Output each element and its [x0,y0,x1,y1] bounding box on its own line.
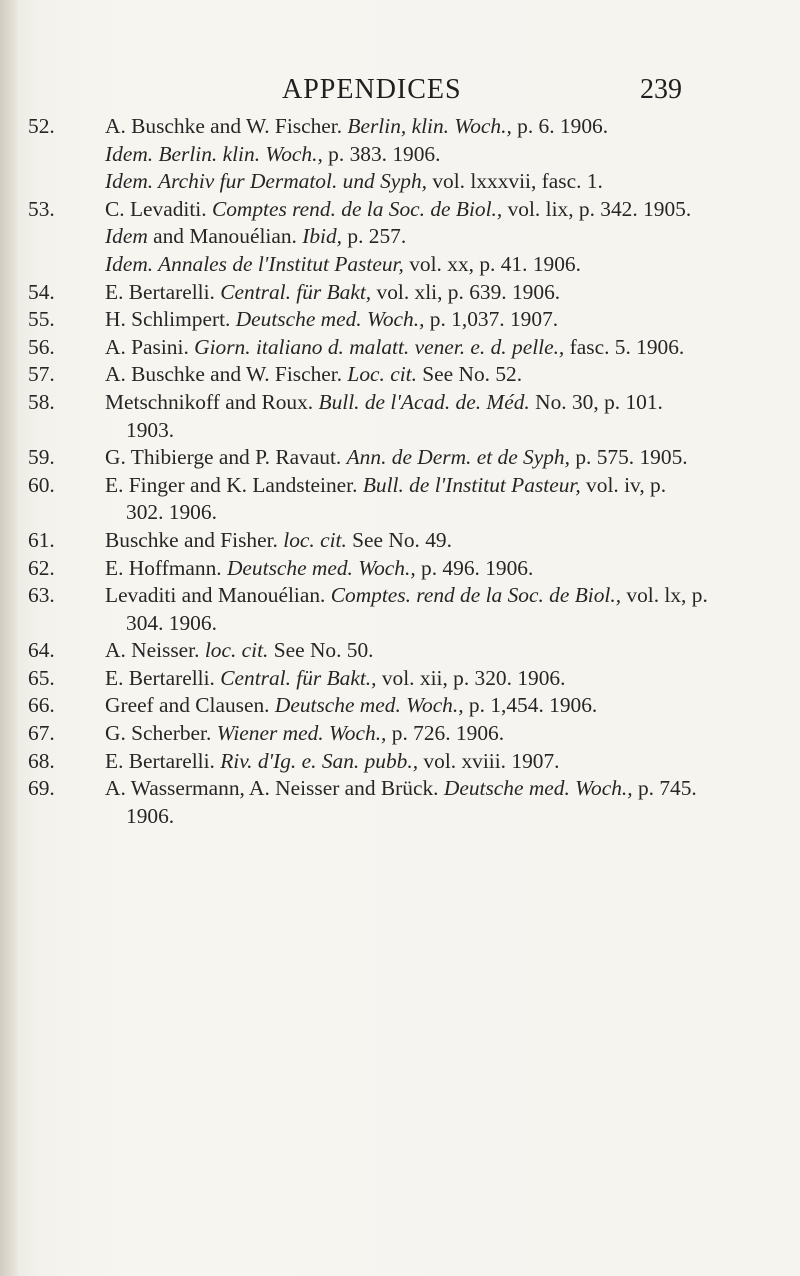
citation-text: A. Buschke and W. Fischer. [105,362,348,387]
citation-entry [105,113,708,141]
citation-journal-italic: Deutsche med. Woch., [226,555,416,580]
citation-journal-italic: Loc. cit. [347,362,417,387]
citation-text: G. Thibierge and P. Ravaut. [105,445,347,470]
reference-number: 64. [28,638,55,663]
citation-journal-italic: Idem [105,224,148,249]
citation-entry [105,196,708,224]
citation-journal-italic: Deutsche med. Woch., [443,776,633,801]
citation-text: and Manouélian. [147,224,303,249]
reference-item [28,582,708,637]
citation-journal-italic: Wiener med. Woch., [216,721,387,746]
citation-text: p. 383. 1906. [322,141,441,166]
page-number: 239 [640,74,682,105]
citation-entry [105,279,708,307]
citation-journal-italic: loc. cit. [283,527,347,552]
citation-text: p. 575. 1905. [569,445,688,470]
citation-text: See No. 50. [268,638,374,663]
citation-text: vol. lix, p. 342. 1905. [502,196,692,221]
citation-text: E. Hoffmann. [105,555,227,580]
citation-journal-italic: Comptes rend. de la Soc. de Biol., [211,196,503,221]
reference-item [28,361,708,389]
citation-text: vol. xii, p. 320. 1906. [376,665,566,690]
reference-list [28,113,708,830]
citation-text: p. 745. 1906. [126,776,697,828]
citation-journal-italic: Comptes. rend de la Soc. de Biol., [330,583,622,608]
reference-number: 55. [28,307,55,332]
citation-text: A. Neisser. [105,638,205,663]
citation-journal-italic: Riv. d'Ig. e. San. pubb., [220,748,419,773]
citation-entry [105,306,708,334]
reference-item [28,692,708,720]
citation-text: Levaditi and Manouélian. [105,583,331,608]
citation-text: Buschke and Fisher. [105,527,284,552]
reference-number: 69. [28,776,55,801]
reference-item [28,334,708,362]
citation-journal-italic: Deutsche med. Woch., [235,307,425,332]
citation-entry [105,527,708,555]
citation-entry [105,141,708,169]
citation-journal-italic: Idem. Annales de l'Institut Pasteur, [105,251,404,276]
page-spine-shadow [0,0,18,1276]
citation-entry [105,389,708,444]
reference-item [28,306,708,334]
reference-item [28,637,708,665]
citation-text: p. 496. 1906. [415,555,534,580]
reference-item [28,196,708,279]
citation-text: E. Bertarelli. [105,279,221,304]
reference-item [28,113,708,196]
citation-text: E. Bertarelli. [105,665,221,690]
citation-entry [105,361,708,389]
reference-item [28,444,708,472]
citation-text: fasc. 5. 1906. [564,334,685,359]
reference-number: 61. [28,527,55,552]
reference-item [28,775,708,830]
citation-text: vol. lxxxvii, fasc. 1. [427,169,603,194]
citation-entry [105,582,708,637]
citation-entry [105,748,708,776]
citation-journal-italic: Ibid, [302,224,343,249]
citation-text: E. Bertarelli. [105,748,221,773]
citation-text: vol. xx, p. 41. 1906. [403,251,581,276]
citation-text: Metschnikoff and Roux. [105,389,319,414]
citation-entry [105,692,708,720]
citation-text: p. 6. 1906. [511,114,609,138]
reference-number: 52. [28,114,55,138]
citation-journal-italic: Central. für Bakt., [220,665,377,690]
reference-number: 63. [28,583,55,608]
citation-entry [105,168,708,196]
reference-number: 59. [28,445,55,470]
citation-journal-italic: Bull. de l'Acad. de. Méd. [318,389,530,414]
citation-journal-italic: Central. für Bakt, [220,279,372,304]
citation-text: vol. xviii. 1907. [418,748,560,773]
reference-item [28,748,708,776]
citation-text: p. 1,454. 1906. [463,693,598,718]
citation-entry [105,223,708,251]
citation-text: H. Schlimpert. [105,307,236,332]
citation-journal-italic: Bull. de l'Institut Pasteur, [362,472,581,497]
citation-entry [105,334,708,362]
reference-number: 58. [28,389,55,414]
citation-text: No. 30, p. 101. 1903. [126,389,663,442]
page-header [0,72,800,112]
reference-number: 65. [28,665,55,690]
citation-journal-italic: Ann. de Derm. et de Syph, [346,445,570,470]
reference-item [28,527,708,555]
reference-item [28,279,708,307]
citation-journal-italic: Berlin, klin. Woch., [347,114,512,138]
reference-item [28,720,708,748]
citation-entry [105,637,708,665]
citation-entry [105,720,708,748]
citation-text: vol. xli, p. 639. 1906. [371,279,561,304]
reference-number: 62. [28,555,55,580]
reference-item [28,665,708,693]
citation-text: See No. 52. [416,362,523,387]
reference-number: 57. [28,362,55,387]
citation-entry [105,444,708,472]
citation-entry [105,555,708,583]
citation-text: A. Wassermann, A. Neisser and Brück. [105,776,444,801]
citation-journal-italic: Idem. Archiv fur Dermatol. und Syph, [105,169,427,194]
reference-number: 66. [28,693,55,718]
citation-entry [105,251,708,279]
reference-item [28,389,708,444]
citation-text: A. Pasini. [105,334,195,359]
citation-text: p. 1,037. 1907. [424,307,559,332]
citation-entry [105,665,708,693]
citation-entry [105,775,708,830]
citation-text: C. Levaditi. [105,196,212,221]
reference-item [28,555,708,583]
citation-text: p. 257. [342,224,407,249]
reference-number: 67. [28,721,55,746]
citation-text: See No. 49. [346,527,452,552]
citation-text: Greef and Clausen. [105,693,275,718]
citation-text: E. Finger and K. Landsteiner. [105,472,363,497]
citation-entry [105,472,708,527]
citation-journal-italic: Deutsche med. Woch., [274,693,464,718]
citation-text: A. Buschke and W. Fischer. [105,114,348,138]
reference-number: 68. [28,748,55,773]
running-title: APPENDICES [282,74,462,105]
citation-journal-italic: Idem. Berlin. klin. Woch., [105,141,323,166]
citation-journal-italic: Giorn. italiano d. malatt. vener. e. d. pelle., [194,334,565,359]
reference-item [28,472,708,527]
citation-text: G. Scherber. [105,721,217,746]
citation-text: vol. iv, p. 302. 1906. [126,472,667,525]
reference-number: 56. [28,334,55,359]
reference-number: 53. [28,196,55,221]
citation-journal-italic: loc. cit. [204,638,269,663]
citation-text: vol. lx, p. 304. 1906. [126,583,708,635]
reference-number: 54. [28,279,55,304]
citation-text: p. 726. 1906. [386,721,505,746]
reference-number: 60. [28,472,55,497]
